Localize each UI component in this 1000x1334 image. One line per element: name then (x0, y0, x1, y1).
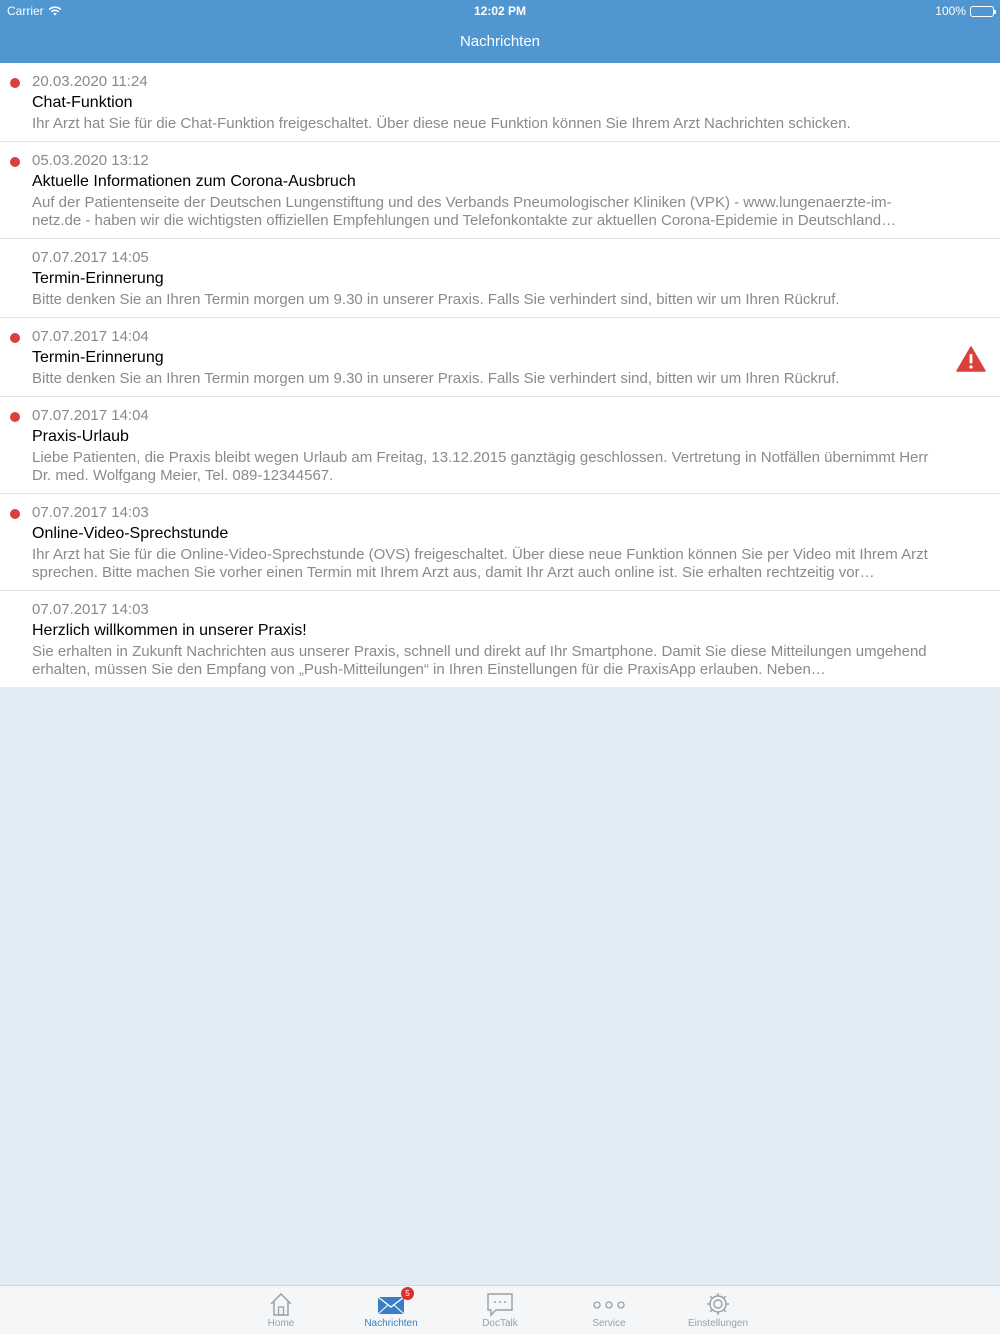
message-row[interactable] (0, 397, 1000, 494)
tab-service[interactable] (559, 1286, 659, 1334)
tab-home[interactable] (231, 1286, 331, 1334)
unread-dot-icon (10, 509, 20, 519)
message-title: Termin-Erinnerung (32, 349, 164, 366)
battery-icon (970, 6, 994, 17)
message-title: Chat-Funktion (32, 94, 133, 111)
message-preview: Auf der Patientenseite der Deutschen Lungenstiftung und des Verbands Pneumologischer Kliniken (VPK) - www.lungenaerzte-im-netz.de - haben wir die wichtigsten offiziellen Empfehlungen und Telefonkontakte zur aktuellen Corona-Epidemie in Deutschland… (32, 194, 897, 229)
message-list (0, 63, 1000, 687)
message-title: Termin-Erinnerung (32, 270, 164, 287)
message-row[interactable] (0, 63, 1000, 142)
message-date: 07.07.2017 14:03 (32, 504, 149, 521)
unread-count-badge: 5 (401, 1287, 414, 1300)
tab-bar (0, 1285, 1000, 1334)
message-preview: Sie erhalten in Zukunft Nachrichten aus unserer Praxis, schnell und direkt auf Ihr Smartphone. Damit Sie diese Mitteilungen umgehend erhalten, müssen Sie den Empfang von „Push-Mitteilungen“ in Ihren Einstellungen für die PraxisApp erlauben. Neben… (32, 643, 927, 678)
unread-dot-icon (10, 157, 20, 167)
tab-einstellungen[interactable] (668, 1286, 768, 1334)
warning-icon (956, 346, 986, 372)
message-row[interactable] (0, 494, 1000, 591)
tab-nachrichten[interactable] (341, 1286, 441, 1334)
tab-label: Service (592, 1318, 626, 1329)
message-row[interactable] (0, 591, 1000, 687)
tab-label: DocTalk (482, 1318, 518, 1329)
message-date: 07.07.2017 14:04 (32, 407, 149, 424)
message-row[interactable] (0, 318, 1000, 397)
unread-dot-icon (10, 78, 20, 88)
message-preview: Ihr Arzt hat Sie für die Online-Video-Sprechstunde (OVS) freigeschaltet. Über diese neue Funktion können Sie per Video mit Ihrem Arzt sprechen. Bitte machen Sie vorher einen Termin mit Ihrem Arzt aus, damit Ihr Arzt auch online ist. Sie erhalten rechtzeitig vor… (32, 546, 928, 581)
message-title: Aktuelle Informationen zum Corona-Ausbruch (32, 173, 356, 190)
unread-dot-icon (10, 333, 20, 343)
message-title: Praxis-Urlaub (32, 428, 129, 445)
message-preview: Bitte denken Sie an Ihren Termin morgen um 9.30 in unserer Praxis. Falls Sie verhindert sind, bitten wir um Ihren Rückruf. (32, 370, 840, 387)
battery-indicator (935, 4, 994, 18)
message-preview: Ihr Arzt hat Sie für die Chat-Funktion freigeschaltet. Über diese neue Funktion können Sie Ihrem Arzt Nachrichten schicken. (32, 115, 851, 132)
message-preview: Bitte denken Sie an Ihren Termin morgen um 9.30 in unserer Praxis. Falls Sie verhindert sind, bitten wir um Ihren Rückruf. (32, 291, 840, 308)
clock: 12:02 PM (473, 4, 527, 18)
carrier-label: Carrier (7, 4, 44, 18)
message-preview: Liebe Patienten, die Praxis bleibt wegen Urlaub am Freitag, 13.12.2015 ganztägig geschlossen. Vertretung in Notfällen übernimmt Herr Dr. med. Wolfgang Meier, Tel. 089-12344567. (32, 449, 929, 484)
unread-dot-icon (10, 412, 20, 422)
battery-percent: 100% (935, 4, 966, 18)
tab-label: Einstellungen (687, 1318, 749, 1329)
message-row[interactable] (0, 239, 1000, 318)
tab-label: Home (267, 1318, 295, 1329)
tab-label: Nachrichten (364, 1318, 418, 1329)
chat-bubble-icon (486, 1291, 514, 1317)
navigation-bar (0, 0, 1000, 63)
message-date: 07.07.2017 14:04 (32, 328, 149, 345)
message-date: 07.07.2017 14:05 (32, 249, 149, 266)
message-date: 07.07.2017 14:03 (32, 601, 149, 618)
page-title: Nachrichten (459, 33, 541, 50)
more-dots-icon (591, 1291, 627, 1317)
gear-icon (704, 1291, 732, 1317)
tab-doctalk[interactable] (450, 1286, 550, 1334)
message-date: 20.03.2020 11:24 (32, 73, 148, 90)
message-row[interactable] (0, 142, 1000, 239)
message-date: 05.03.2020 13:12 (32, 152, 149, 169)
status-bar (0, 0, 1000, 20)
message-title: Online-Video-Sprechstunde (32, 525, 229, 542)
message-title: Herzlich willkommen in unserer Praxis! (32, 622, 307, 639)
home-icon (268, 1291, 294, 1317)
